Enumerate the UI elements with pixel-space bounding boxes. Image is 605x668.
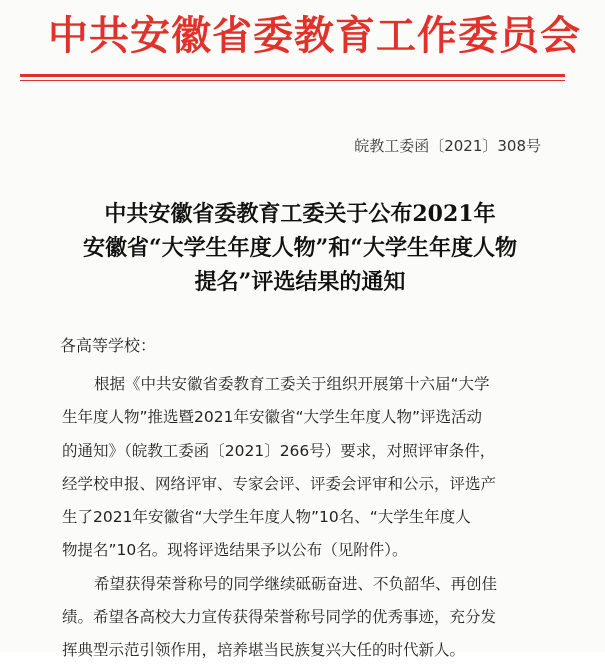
- document-number: 皖教工委函〔2021〕308号: [354, 137, 541, 155]
- letterhead-red-rule-thin: [20, 80, 565, 81]
- body-line: 的通知》（皖教工委函〔2021〕266号）要求，对照评审条件，: [62, 441, 496, 460]
- document-title: [40, 197, 560, 299]
- document-body: [62, 368, 554, 668]
- letterhead-title: 中共安徽省委教育工作委员会: [48, 12, 581, 59]
- body-line: 生了2021年安徽省“大学生年度人物”10名、“大学生年度人: [62, 508, 471, 527]
- title-line: 安徽省“大学生年度人物”和“大学生年度人物: [83, 235, 517, 261]
- body-line: 经学校申报、网络评审、专家会评、评委会评审和公示，评选产: [62, 474, 497, 493]
- body-line: 根据《中共安徽省委教育工委关于组织开展第十六届“大学: [94, 375, 490, 393]
- body-line: 生年度人物”推选暨2021年安徽省“大学生年度人物”评选活动: [62, 408, 483, 427]
- body-line: 挥典型示范引领作用，培养堪当民族复兴大任的时代新人。: [62, 641, 466, 660]
- letterhead-red-rule: [20, 74, 565, 77]
- title-line: 提名”评选结果的通知: [194, 269, 406, 295]
- salutation: 各高等学校：: [60, 336, 157, 355]
- body-line: 物提名”10名。现将评选结果予以公布（见附件）。: [62, 541, 408, 560]
- body-line: 绩。希望各高校大力宣传获得荣誉称号同学的优秀事迹，充分发: [62, 608, 497, 627]
- body-line: 希望获得荣誉称号的同学继续砥砺奋进、不负韶华、再创佳: [94, 574, 498, 593]
- title-line: 中共安徽省委教育工委关于公布2021年: [104, 201, 496, 227]
